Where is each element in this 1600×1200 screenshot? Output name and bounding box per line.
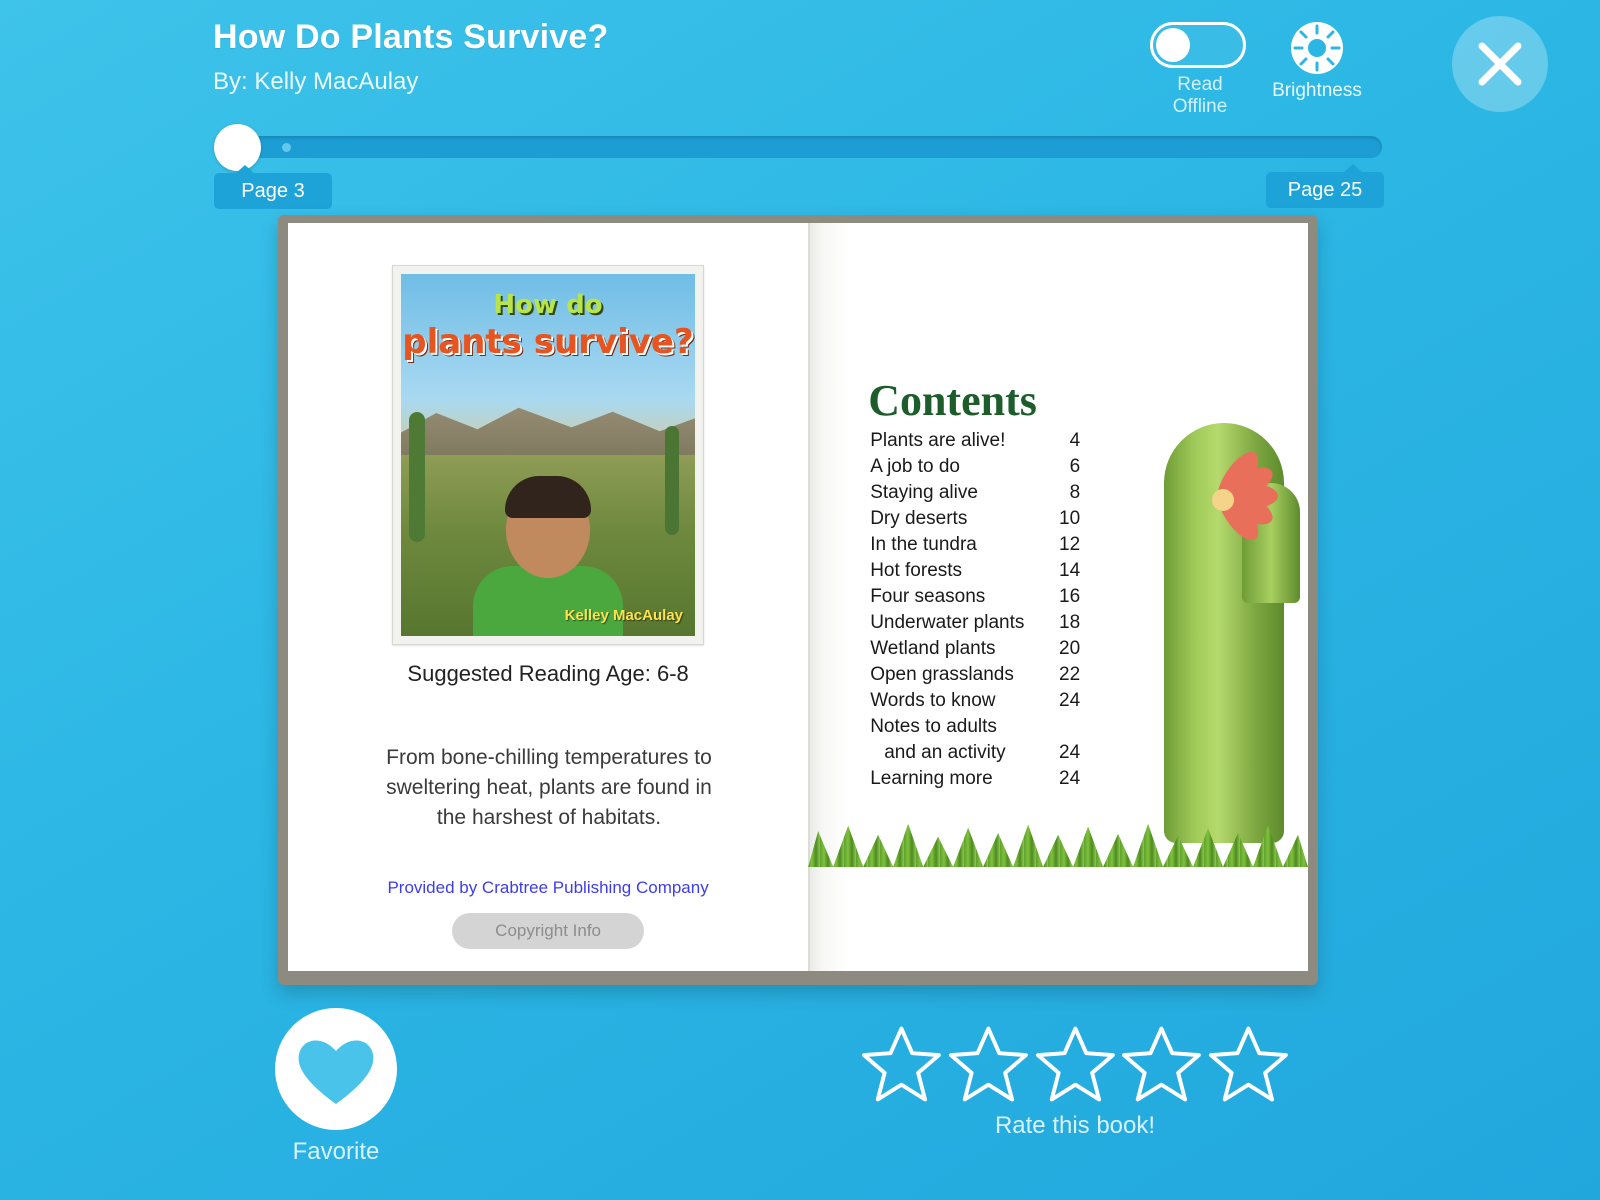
favorite-control[interactable] [272,1008,400,1166]
toc-entry-page: 10 [1059,508,1081,529]
star-icon[interactable] [1207,1022,1290,1106]
page-slider-knob[interactable] [214,124,261,171]
toc-entry-page: 20 [1059,638,1081,659]
book-page-left [288,223,808,971]
toc-entry-page: 16 [1059,586,1081,607]
publisher-link[interactable]: Provided by Crabtree Publishing Company [387,878,709,897]
suggested-reading-age: Suggested Reading Age: 6-8 [407,661,689,686]
book-author: By: Kelly MacAulay [213,68,419,95]
toc-entry-page: 22 [1059,664,1081,685]
contents-heading: Contents [868,376,1037,425]
book-spread [288,223,1308,971]
toc-entry[interactable] [870,454,1080,480]
toc-entry-title: Wetland plants [870,638,996,659]
toc-entry-title: Staying alive [870,482,978,503]
read-offline-label: Read Offline [1172,74,1228,117]
toc-entry-page: 24 [1059,768,1081,789]
toc-entry[interactable] [870,714,1080,740]
star-icon[interactable] [860,1022,943,1106]
toc-entry[interactable] [870,636,1080,662]
toc-entry-title: Notes to adults [870,716,997,737]
toc-entry[interactable] [870,766,1080,792]
toc-entry[interactable] [870,688,1080,714]
toc-entry-title: Learning more [870,768,993,789]
toc-entry-title: In the tundra [870,534,977,555]
toc-entry[interactable] [870,532,1080,558]
read-offline-control[interactable] [1150,22,1250,118]
brightness-label: Brightness [1272,80,1362,101]
toc-entry-page: 14 [1059,560,1081,581]
toc-entry-title: Hot forests [870,560,963,581]
cover-cactus-right-icon [665,426,679,535]
heart-icon [275,1008,397,1130]
close-icon [1474,38,1526,90]
toc-entry[interactable] [870,584,1080,610]
close-button[interactable] [1452,16,1548,112]
toc-entry-page: 24 [1059,690,1081,711]
book-description: From bone-chilling temperatures to sweltering heat, plants are found in the harshest of habitats. [386,746,712,829]
cover-cactus-left-icon [409,412,425,542]
star-icon[interactable] [1120,1022,1203,1106]
toc-entry-title: and an activity [884,742,1006,763]
table-of-contents [870,428,1080,792]
cover-artwork [401,274,695,636]
toc-entry[interactable] [870,428,1080,454]
star-rating[interactable] [860,1022,1290,1106]
app-header [0,0,1600,120]
toc-entry[interactable] [870,740,1080,766]
toc-entry-page: 4 [1069,430,1081,451]
brightness-icon[interactable] [1289,20,1345,76]
rating-control[interactable] [860,1022,1290,1140]
toc-entry-title: Plants are alive! [870,430,1006,451]
toc-entry-title: Four seasons [870,586,986,607]
toc-entry[interactable] [870,662,1080,688]
toc-entry-title: Open grasslands [870,664,1014,685]
brightness-control[interactable] [1272,20,1362,102]
toc-entry-page: 12 [1059,534,1081,555]
rate-label: Rate this book! [994,1112,1156,1139]
toc-entry-page: 8 [1069,482,1081,503]
page-slider-track[interactable] [214,136,1382,158]
last-page-badge: Page 25 [1266,172,1384,208]
toggle-knob [1156,28,1190,62]
cover-title-line1: How do [493,290,603,320]
copyright-info-button[interactable]: Copyright Info [452,913,644,949]
book-cover-thumbnail [392,265,704,645]
book-viewer[interactable] [278,215,1318,985]
book-spine [808,223,810,971]
toc-entry[interactable] [870,506,1080,532]
page-title: How Do Plants Survive? [213,18,609,56]
toc-entry-title: Words to know [870,690,996,711]
toc-entry-title: A job to do [870,456,960,477]
star-icon[interactable] [1034,1022,1117,1106]
favorite-button[interactable] [275,1008,397,1130]
toc-entry-page: 18 [1059,612,1081,633]
cactus-flower-icon [1190,461,1306,537]
slider-tick [282,143,291,152]
toc-entry[interactable] [870,558,1080,584]
toc-entry[interactable] [870,480,1080,506]
toc-entry-page: 24 [1059,742,1081,763]
read-offline-toggle[interactable] [1150,22,1246,68]
cover-author: Kelley MacAulay [564,607,683,624]
book-page-right [808,223,1308,971]
toc-entry[interactable] [870,610,1080,636]
current-page-badge: Page 3 [214,173,332,209]
toc-entry-title: Dry deserts [870,508,968,529]
cover-title-line2: plants survive? [402,322,694,362]
star-icon[interactable] [947,1022,1030,1106]
toc-entry-title: Underwater plants [870,612,1025,633]
favorite-label: Favorite [292,1138,380,1165]
toc-entry-page: 6 [1069,456,1081,477]
